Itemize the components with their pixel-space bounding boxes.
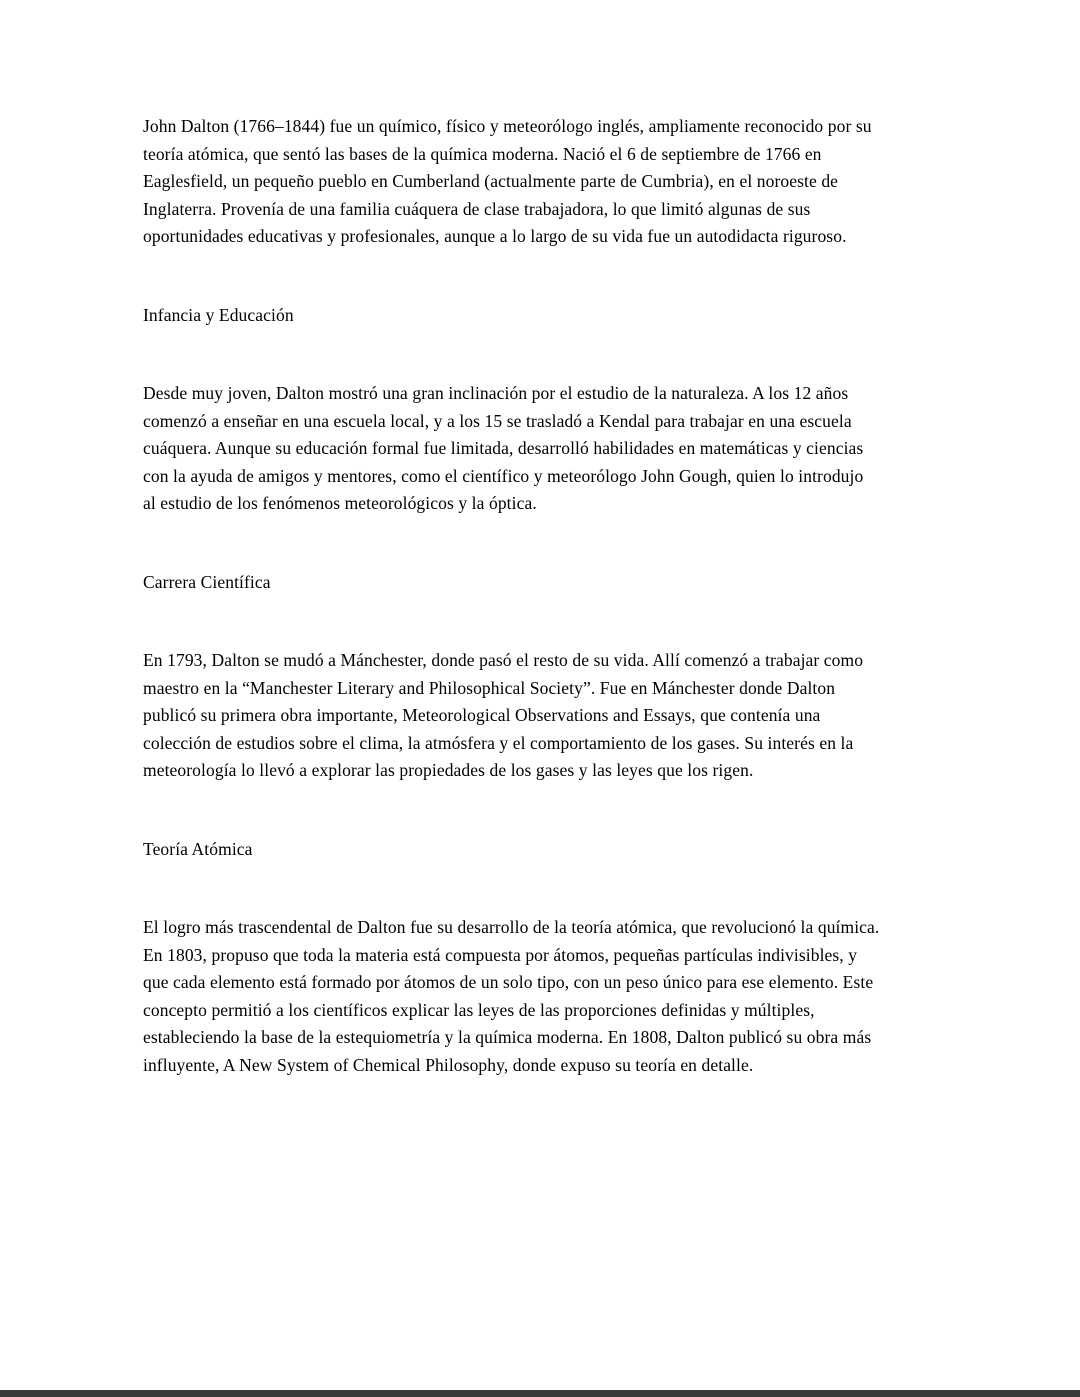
bottom-edge-bar <box>0 1390 1080 1397</box>
document-body <box>143 113 880 1130</box>
section-paragraph-teoria: El logro más trascendental de Dalton fue su desarrollo de la teoría atómica, que revolucionó la química. En 1803, propuso que toda la materia está compuesta por átomos, pequeñas partículas indivisibles, y que cada elemento está formado por átomos de un solo tipo, con un peso único para ese elemento. Este concepto permitió a los científicos explicar las leyes de las proporciones definidas y múltiples, estableciendo la base de la estequiometría y la química moderna. En 1808, Dalton publicó su obra más influyente, A New System of Chemical Philosophy, donde expuso su teoría en detalle. <box>143 917 880 1075</box>
section-heading-infancia: Infancia y Educación <box>143 304 294 325</box>
intro-paragraph: John Dalton (1766–1844) fue un químico, físico y meteorólogo inglés, ampliamente reconocido por su teoría atómica, que sentó las bases de la química moderna. Nació el 6 de septiembre de 1766 en Eaglesfield, un pequeño pueblo en Cumberland (actualmente parte de Cumbria), en el noroeste de Inglaterra. Provenía de una familia cuáquera de clase trabajadora, lo que limitó algunas de sus oportunidades educativas y profesionales, aunque a lo largo de su vida fue un autodidacta riguroso. <box>143 116 872 246</box>
section-heading-carrera: Carrera Científica <box>143 571 271 592</box>
section-paragraph-infancia: Desde muy joven, Dalton mostró una gran inclinación por el estudio de la naturaleza. A los 12 años comenzó a enseñar en una escuela local, y a los 15 se trasladó a Kendal para trabajar en una escuela cuáquera. Aunque su educación formal fue limitada, desarrolló habilidades en matemáticas y ciencias con la ayuda de amigos y mentores, como el científico y meteorólogo John Gough, quien lo introdujo al estudio de los fenómenos meteorológicos y la óptica. <box>143 383 864 513</box>
section-heading-teoria: Teoría Atómica <box>143 838 253 859</box>
section-paragraph-carrera: En 1793, Dalton se mudó a Mánchester, donde pasó el resto de su vida. Allí comenzó a trabajar como maestro en la “Manchester Literary and Philosophical Society”. Fue en Mánchester donde Dalton publicó su primera obra importante, Meteorological Observations and Essays, que contenía una colección de estudios sobre el clima, la atmósfera y el comportamiento de los gases. Su interés en la meteorología lo llevó a explorar las propiedades de los gases y las leyes que los rigen. <box>143 650 864 780</box>
